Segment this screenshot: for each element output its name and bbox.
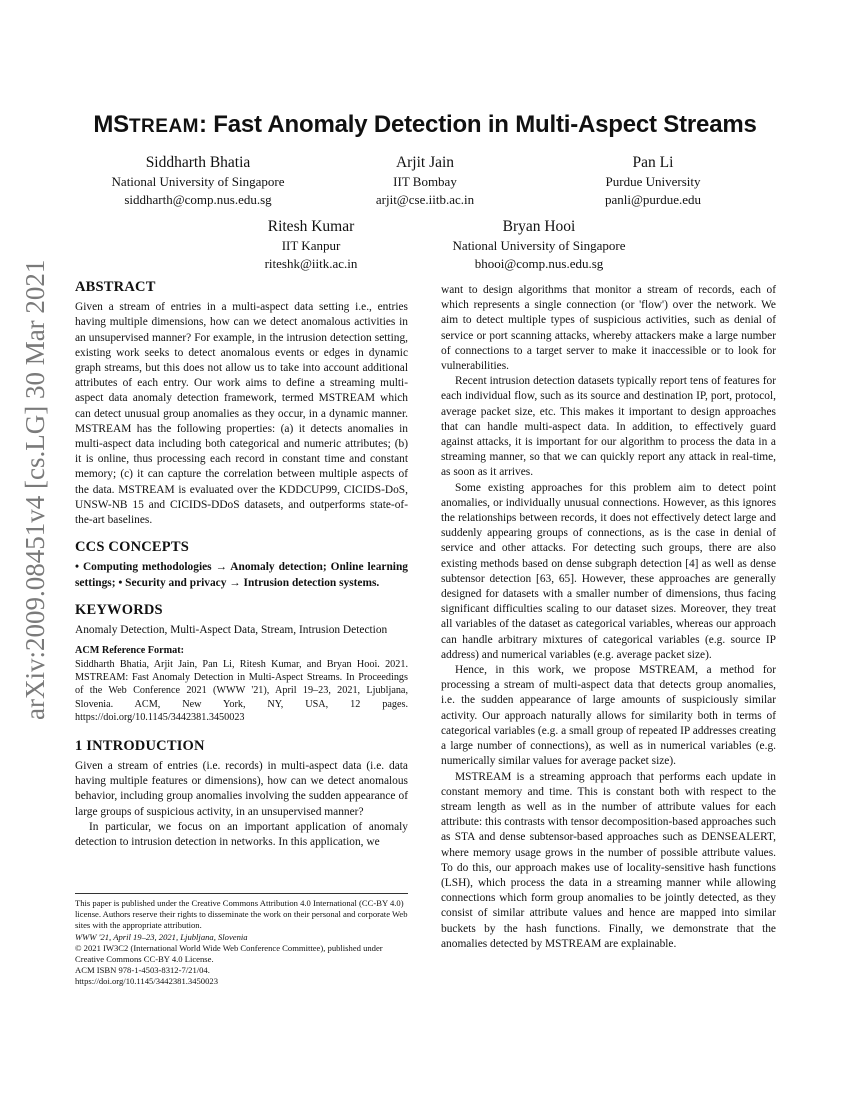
paper-title: MSTREAM: Fast Anomaly Detection in Multi-Aspect Streams (93, 111, 757, 138)
author-email: arjit@cse.iitb.ac.in (375, 192, 475, 207)
author-email: siddharth@comp.nus.edu.sg (124, 192, 272, 207)
footnote-copyright: © 2021 IW3C2 (International World Wide Web Conference Committee), published under Creative Commons CC-BY 4.0 License. (75, 942, 383, 965)
author-block (503, 154, 803, 209)
keywords-text: Anomaly Detection, Multi-Aspect Data, Stream, Intrusion Detection (75, 624, 388, 637)
intro-paragraph: Given a stream of entries (i.e. records) in multi-aspect data (i.e. data having multiple features or dimensions), how can we detect anomalous behavior, including group anomalies involving the sudden appearance of large groups of suspicious activity, in an unsupervised manner? (75, 759, 408, 818)
keywords-heading: KEYWORDS (75, 601, 163, 618)
acm-reference (75, 644, 408, 724)
author-affiliation: IIT Bombay (393, 174, 457, 189)
body-paragraph: Recent intrusion detection datasets typically report tens of features for each individual flow, such as its source and destination IP, port, protocol, average packet size, etc. This makes it important to design approaches that can handle multi-aspect data. In addition, to effectively guard against attacks, it is important for our algorithm to process the data in a streaming manner, so that we can quickly report any attack in real-time, as soon as it arrives. (441, 375, 776, 479)
author-email: riteshk@iitk.ac.in (264, 256, 358, 271)
author-name: Siddharth Bhatia (145, 154, 251, 171)
author-name: Pan Li (632, 154, 674, 171)
intro-paragraph: In particular, we focus on an important application of anomaly detection to intrusion detection in networks. In this application, we (75, 820, 408, 848)
author-block (389, 218, 689, 273)
author-affiliation: National University of Singapore (452, 238, 626, 253)
body-paragraph: Hence, in this work, we propose MSTREAM, a method for processing a stream of multi-aspect data that detects group anomalies, i.e. the sudden appearance of large amounts of suspiciously similar activity. Our approach naturally allows for similarity both in terms of categorical variables (e.g. a small group of repeated IP addresses creating a large number of connections), as well as in numerical variables (e.g. numerically similar values for average packet size). (441, 664, 776, 768)
author-name: Bryan Hooi (502, 218, 576, 235)
footnote-isbn: ACM ISBN 978-1-4503-8312-7/21/04. (75, 965, 210, 976)
body-paragraph: Some existing approaches for this problem aim to detect point anomalies, or individually unusual connections. However, as this ignores the relationships between records, it does not effectively detect large and suddenly appearing groups of connections, as is the case in denial of service and other attacks. For detecting such groups, there are also existing methods based on dense subgraph detection [4] as well as dense subtensor detection [63, 65]. However, these approaches are generally designed for datasets with a smaller number of dimensions, thus facing significant difficulties scaling to our dataset sizes. Moreover, they treat all variables of the dataset as categorical variables, whereas our approach can handle arbitrary mixtures of categorical variables (e.g. source IP address) and numerical variables (e.g. average packet size). (441, 481, 776, 661)
author-name: Arjit Jain (395, 154, 455, 171)
body-paragraph: want to design algorithms that monitor a stream of records, each of which represents a single connection (or 'flow') over the network. We aim to detect multiple types of suspicious activities, such as denial of service or port scanning attacks, whereby attackers make a large number of connections to a target server to make it inaccessible or to look for vulnerabilities. (441, 284, 776, 373)
author-affiliation: IIT Kanpur (281, 238, 341, 253)
abstract-heading: ABSTRACT (75, 279, 156, 295)
intro-heading: 1 INTRODUCTION (75, 737, 205, 754)
arxiv-stamp: arXiv:2009.08451v4 [cs.LG] 30 Mar 2021 (20, 259, 50, 720)
copyright-footnote (75, 893, 408, 988)
ccs-text: • Computing methodologies → Anomaly detection; Online learning settings; • Security and privacy → Intrusion detection systems. (75, 561, 408, 589)
footnote-doi: https://doi.org/10.1145/3442381.3450023 (75, 976, 218, 987)
author-affiliation: Purdue University (605, 174, 701, 189)
footnote-license: This paper is published under the Creative Commons Attribution 4.0 International (CC-BY 4.0) license. Authors reserve their rights to disseminate the work on their personal and corporate Web sites with the appropriate attribution. (75, 898, 408, 931)
body-paragraph: MSTREAM is a streaming approach that performs each update in constant memory and time. This is constant both with respect to the stream length as well as in the number of attribute values for each attribute: this contrasts with tensor decomposition-based approaches such as STA and dense subtensor-based approaches such as DENSEALERT, where memory usage grows in the number of possible attribute values. To do this, our approach makes use of locality-sensitive hash functions (LSH), which process the data in a streaming manner while allowing connections which form group anomalies to be jointly detected, as they consist of similar attribute values and hence are mapped into similar buckets by the hash functions. Finally, we demonstrate that the anomalies detected by MSTREAM are explainable. (441, 770, 776, 950)
ccs-heading: CCS CONCEPTS (75, 539, 189, 556)
author-affiliation: National University of Singapore (111, 174, 285, 189)
author-name: Ritesh Kumar (267, 218, 355, 235)
acm-reference-heading: ACM Reference Format: (75, 645, 184, 657)
left-column (75, 280, 408, 850)
right-column (441, 283, 776, 952)
author-email: bhooi@comp.nus.edu.sg (474, 256, 604, 271)
abstract-text: Given a stream of entries in a multi-aspect data setting i.e., entries having multiple dimensions, how can we detect anomalous activities in an unsupervised manner? For example, in the intrusion detection setting, existing work seeks to detect anomalous events or edges in dynamic graph streams, but this does not allow us to take into account additional attributes of each entry. Our work aims to define a streaming multi-aspect data anomaly detection framework, termed MSTREAM which can detect unusual group anomalies as they occur, in a dynamic manner. MSTREAM has the following properties: (a) it detects anomalies in multi-aspect data including both categorical and numeric attributes; (b) it is online, thus processing each record in constant time and constant memory; (c) it can capture the correlation between multiple aspects of the data. MSTREAM is evaluated over the KDDCUP99, CICIDS-DoS, UNSW-NB 15 and CICIDS-DDoS datasets, and outperforms state-of-the-art baselines. (75, 301, 408, 527)
footnote-venue: WWW '21, April 19–23, 2021, Ljubljana, Slovenia (75, 931, 248, 942)
acm-reference-text: Siddharth Bhatia, Arjit Jain, Pan Li, Ritesh Kumar, and Bryan Hooi. 2021. MSTREAM: Fast Anomaly Detection in Multi-Aspect Streams. In Proceedings of the Web Conference 2021 (WWW '21), April 19–23, 2021, Ljubljana, Slovenia. ACM, New York, NY, USA, 12 pages. https://doi.org/10.1145/3442381.3450023 (75, 658, 408, 724)
author-email: panli@purdue.edu (604, 192, 702, 207)
